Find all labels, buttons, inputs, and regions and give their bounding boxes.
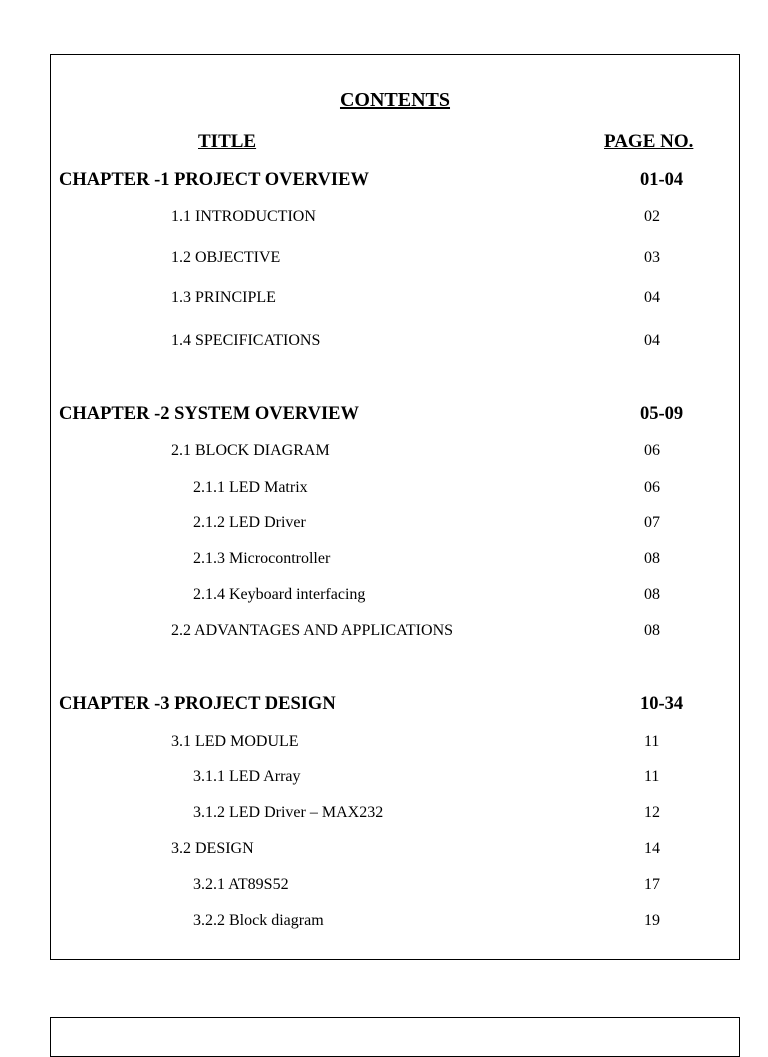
toc-entry: 1.2 OBJECTIVE: [171, 249, 281, 266]
toc-entry: 3.2.2 Block diagram: [193, 912, 324, 929]
toc-entry: 2.1.3 Microcontroller: [193, 550, 331, 567]
toc-entry: 3.1.2 LED Driver – MAX232: [193, 804, 384, 821]
chapter-title: CHAPTER -3 PROJECT DESIGN: [59, 694, 336, 714]
toc-entry: 1.4 SPECIFICATIONS: [171, 332, 321, 349]
toc-entry: 2.2 ADVANTAGES AND APPLICATIONS: [171, 622, 454, 639]
toc-entry: 2.1.4 Keyboard interfacing: [193, 586, 366, 603]
toc-entry-page: 11: [644, 768, 660, 785]
title-column-heading: TITLE: [198, 131, 257, 152]
toc-entry: 3.1 LED MODULE: [171, 733, 299, 750]
toc-entry-page: 17: [644, 876, 660, 893]
toc-entry: 1.1 INTRODUCTION: [171, 208, 316, 225]
toc-entry-page: 12: [644, 804, 660, 821]
toc-entry-page: 19: [644, 912, 660, 929]
toc-entry-page: 14: [644, 840, 660, 857]
toc-entry-page: 06: [644, 479, 660, 496]
toc-entry: 3.1.1 LED Array: [193, 768, 301, 785]
toc-entry-page: 06: [644, 442, 660, 459]
toc-entry-page: 08: [644, 586, 660, 603]
chapter-pages: 05-09: [640, 404, 684, 424]
toc-entry: 2.1 BLOCK DIAGRAM: [171, 442, 330, 459]
contents-heading: CONTENTS: [339, 89, 451, 111]
toc-entry-page: 07: [644, 514, 660, 531]
toc-entry-page: 03: [644, 249, 660, 266]
toc-entry-page: 02: [644, 208, 660, 225]
toc-entry: 3.2 DESIGN: [171, 840, 254, 857]
toc-entry-page: 08: [644, 622, 660, 639]
next-page-edge: [50, 1017, 740, 1057]
chapter-title: CHAPTER -2 SYSTEM OVERVIEW: [59, 404, 360, 424]
toc-entry: 1.3 PRINCIPLE: [171, 289, 276, 306]
chapter-title: CHAPTER -1 PROJECT OVERVIEW: [59, 170, 369, 190]
chapter-pages: 10-34: [640, 694, 684, 714]
page-column-heading: PAGE NO.: [604, 131, 694, 152]
toc-entry: 2.1.2 LED Driver: [193, 514, 306, 531]
toc-entry: 2.1.1 LED Matrix: [193, 479, 308, 496]
toc-entry-page: 08: [644, 550, 660, 567]
toc-entry-page: 11: [644, 733, 660, 750]
chapter-pages: 01-04: [640, 170, 684, 190]
toc-entry: 3.2.1 AT89S52: [193, 876, 289, 893]
toc-entry-page: 04: [644, 289, 660, 306]
toc-entry-page: 04: [644, 332, 660, 349]
